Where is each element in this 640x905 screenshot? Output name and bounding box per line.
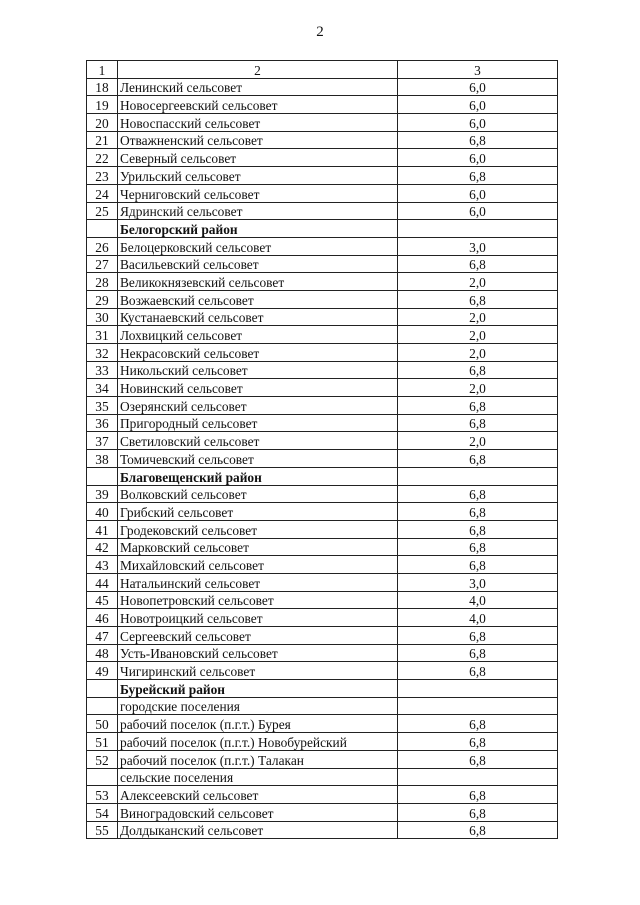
row-value: 6,0 — [398, 114, 558, 132]
row-value: 2,0 — [398, 308, 558, 326]
row-name: Новинский сельсовет — [118, 379, 398, 397]
row-value — [398, 697, 558, 715]
table-row — [87, 644, 558, 662]
row-name: Бурейский район — [118, 680, 398, 698]
row-number: 25 — [87, 202, 118, 220]
row-name: рабочий поселок (п.г.т.) Талакан — [118, 750, 398, 768]
table-row — [87, 503, 558, 521]
table-row — [87, 538, 558, 556]
row-value: 6,8 — [398, 821, 558, 839]
table-row — [87, 290, 558, 308]
subsection-row — [87, 697, 558, 715]
row-number: 38 — [87, 450, 118, 468]
row-number: 35 — [87, 397, 118, 415]
row-value: 3,0 — [398, 237, 558, 255]
row-number: 24 — [87, 184, 118, 202]
row-number: 32 — [87, 344, 118, 362]
row-name: Лохвицкий сельсовет — [118, 326, 398, 344]
table-row — [87, 627, 558, 645]
row-number: 55 — [87, 821, 118, 839]
row-name: Кустанаевский сельсовет — [118, 308, 398, 326]
row-number: 28 — [87, 273, 118, 291]
row-number: 48 — [87, 644, 118, 662]
table-row — [87, 167, 558, 185]
row-name: Никольский сельсовет — [118, 361, 398, 379]
row-name: рабочий поселок (п.г.т.) Новобурейский — [118, 733, 398, 751]
row-number: 19 — [87, 96, 118, 114]
table-row — [87, 803, 558, 821]
row-value: 6,8 — [398, 290, 558, 308]
table-row — [87, 255, 558, 273]
table-row — [87, 432, 558, 450]
row-number: 36 — [87, 414, 118, 432]
row-name: Урильский сельсовет — [118, 167, 398, 185]
row-value: 2,0 — [398, 379, 558, 397]
row-value: 6,8 — [398, 397, 558, 415]
row-number: 34 — [87, 379, 118, 397]
table-row — [87, 96, 558, 114]
row-value: 2,0 — [398, 326, 558, 344]
row-name: Марковский сельсовет — [118, 538, 398, 556]
subsection-row — [87, 768, 558, 786]
row-value — [398, 220, 558, 238]
row-value: 6,8 — [398, 644, 558, 662]
table-row — [87, 397, 558, 415]
row-value: 6,0 — [398, 149, 558, 167]
table-row — [87, 149, 558, 167]
row-value: 6,0 — [398, 202, 558, 220]
row-number: 51 — [87, 733, 118, 751]
row-number: 23 — [87, 167, 118, 185]
table-row — [87, 273, 558, 291]
table-row — [87, 414, 558, 432]
header-col-1: 1 — [87, 61, 118, 79]
row-number: 42 — [87, 538, 118, 556]
row-value: 2,0 — [398, 273, 558, 291]
row-value — [398, 467, 558, 485]
row-name: Новоспасский сельсовет — [118, 114, 398, 132]
row-name: Благовещенский район — [118, 467, 398, 485]
row-number: 52 — [87, 750, 118, 768]
row-value: 6,8 — [398, 503, 558, 521]
row-name: сельские поселения — [118, 768, 398, 786]
row-value: 6,0 — [398, 78, 558, 96]
row-value: 2,0 — [398, 344, 558, 362]
row-value: 6,8 — [398, 485, 558, 503]
row-name: Новопетровский сельсовет — [118, 591, 398, 609]
row-name: Возжаевский сельсовет — [118, 290, 398, 308]
row-value — [398, 768, 558, 786]
row-name: Алексеевский сельсовет — [118, 786, 398, 804]
table-row — [87, 821, 558, 839]
row-name: Томичевский сельсовет — [118, 450, 398, 468]
row-value: 6,8 — [398, 750, 558, 768]
row-number: 39 — [87, 485, 118, 503]
row-name: Черниговский сельсовет — [118, 184, 398, 202]
row-name: Усть-Ивановский сельсовет — [118, 644, 398, 662]
row-number: 41 — [87, 520, 118, 538]
section-row — [87, 467, 558, 485]
row-name: Волковский сельсовет — [118, 485, 398, 503]
row-number: 29 — [87, 290, 118, 308]
row-value: 6,8 — [398, 662, 558, 680]
row-value: 6,8 — [398, 361, 558, 379]
header-col-2: 2 — [118, 61, 398, 79]
row-number: 49 — [87, 662, 118, 680]
row-number — [87, 220, 118, 238]
table-row — [87, 237, 558, 255]
row-value: 4,0 — [398, 609, 558, 627]
table-row — [87, 609, 558, 627]
row-number: 45 — [87, 591, 118, 609]
table-body — [87, 61, 558, 839]
row-name: Белогорский район — [118, 220, 398, 238]
row-name: Васильевский сельсовет — [118, 255, 398, 273]
table-row — [87, 114, 558, 132]
table-row — [87, 733, 558, 751]
table-row — [87, 78, 558, 96]
table-row — [87, 591, 558, 609]
row-name: Гродековский сельсовет — [118, 520, 398, 538]
table-row — [87, 184, 558, 202]
row-value: 3,0 — [398, 573, 558, 591]
row-number: 18 — [87, 78, 118, 96]
row-number — [87, 467, 118, 485]
row-value: 6,8 — [398, 733, 558, 751]
row-number: 53 — [87, 786, 118, 804]
row-number: 31 — [87, 326, 118, 344]
row-value: 6,8 — [398, 538, 558, 556]
row-name: Светиловский сельсовет — [118, 432, 398, 450]
table-row — [87, 715, 558, 733]
row-number: 21 — [87, 131, 118, 149]
header-col-3: 3 — [398, 61, 558, 79]
row-value — [398, 680, 558, 698]
row-value: 6,8 — [398, 715, 558, 733]
row-name: Отважненский сельсовет — [118, 131, 398, 149]
row-number: 22 — [87, 149, 118, 167]
table-row — [87, 202, 558, 220]
data-table — [86, 60, 558, 839]
row-name: Новосергеевский сельсовет — [118, 96, 398, 114]
row-value: 6,8 — [398, 167, 558, 185]
row-number: 26 — [87, 237, 118, 255]
row-name: Натальинский сельсовет — [118, 573, 398, 591]
row-value: 6,8 — [398, 131, 558, 149]
row-name: Грибский сельсовет — [118, 503, 398, 521]
row-number — [87, 680, 118, 698]
row-value: 6,8 — [398, 803, 558, 821]
row-number: 50 — [87, 715, 118, 733]
table-row — [87, 662, 558, 680]
row-value: 6,8 — [398, 627, 558, 645]
row-number: 33 — [87, 361, 118, 379]
table-header-row — [87, 61, 558, 79]
table-row — [87, 786, 558, 804]
row-value: 6,8 — [398, 556, 558, 574]
table-row — [87, 308, 558, 326]
table-row — [87, 750, 558, 768]
row-value: 4,0 — [398, 591, 558, 609]
table-row — [87, 131, 558, 149]
row-value: 6,0 — [398, 184, 558, 202]
table-row — [87, 485, 558, 503]
row-value: 6,0 — [398, 96, 558, 114]
row-name: городские поселения — [118, 697, 398, 715]
row-number: 20 — [87, 114, 118, 132]
row-value: 6,8 — [398, 414, 558, 432]
row-number: 27 — [87, 255, 118, 273]
table-row — [87, 573, 558, 591]
row-number: 54 — [87, 803, 118, 821]
table-row — [87, 520, 558, 538]
row-name: Пригородный сельсовет — [118, 414, 398, 432]
section-row — [87, 680, 558, 698]
row-number: 44 — [87, 573, 118, 591]
row-name: Виноградовский сельсовет — [118, 803, 398, 821]
row-number: 40 — [87, 503, 118, 521]
row-value: 6,8 — [398, 450, 558, 468]
table-row — [87, 379, 558, 397]
table-row — [87, 556, 558, 574]
row-name: Михайловский сельсовет — [118, 556, 398, 574]
row-name: Чигиринский сельсовет — [118, 662, 398, 680]
row-value: 6,8 — [398, 255, 558, 273]
table-row — [87, 450, 558, 468]
row-number: 46 — [87, 609, 118, 627]
row-name: Некрасовский сельсовет — [118, 344, 398, 362]
section-row — [87, 220, 558, 238]
row-number: 30 — [87, 308, 118, 326]
row-name: рабочий поселок (п.г.т.) Бурея — [118, 715, 398, 733]
row-name: Белоцерковский сельсовет — [118, 237, 398, 255]
row-name: Долдыканский сельсовет — [118, 821, 398, 839]
row-value: 2,0 — [398, 432, 558, 450]
row-name: Великокнязевский сельсовет — [118, 273, 398, 291]
row-name: Озерянский сельсовет — [118, 397, 398, 415]
table-row — [87, 344, 558, 362]
row-number: 37 — [87, 432, 118, 450]
table-row — [87, 361, 558, 379]
table-row — [87, 326, 558, 344]
row-number — [87, 768, 118, 786]
row-number: 43 — [87, 556, 118, 574]
row-value: 6,8 — [398, 786, 558, 804]
row-value: 6,8 — [398, 520, 558, 538]
page-number: 2 — [316, 24, 324, 40]
row-number: 47 — [87, 627, 118, 645]
row-name: Ленинский сельсовет — [118, 78, 398, 96]
row-number — [87, 697, 118, 715]
row-name: Сергеевский сельсовет — [118, 627, 398, 645]
row-name: Новотроицкий сельсовет — [118, 609, 398, 627]
row-name: Ядринский сельсовет — [118, 202, 398, 220]
row-name: Северный сельсовет — [118, 149, 398, 167]
